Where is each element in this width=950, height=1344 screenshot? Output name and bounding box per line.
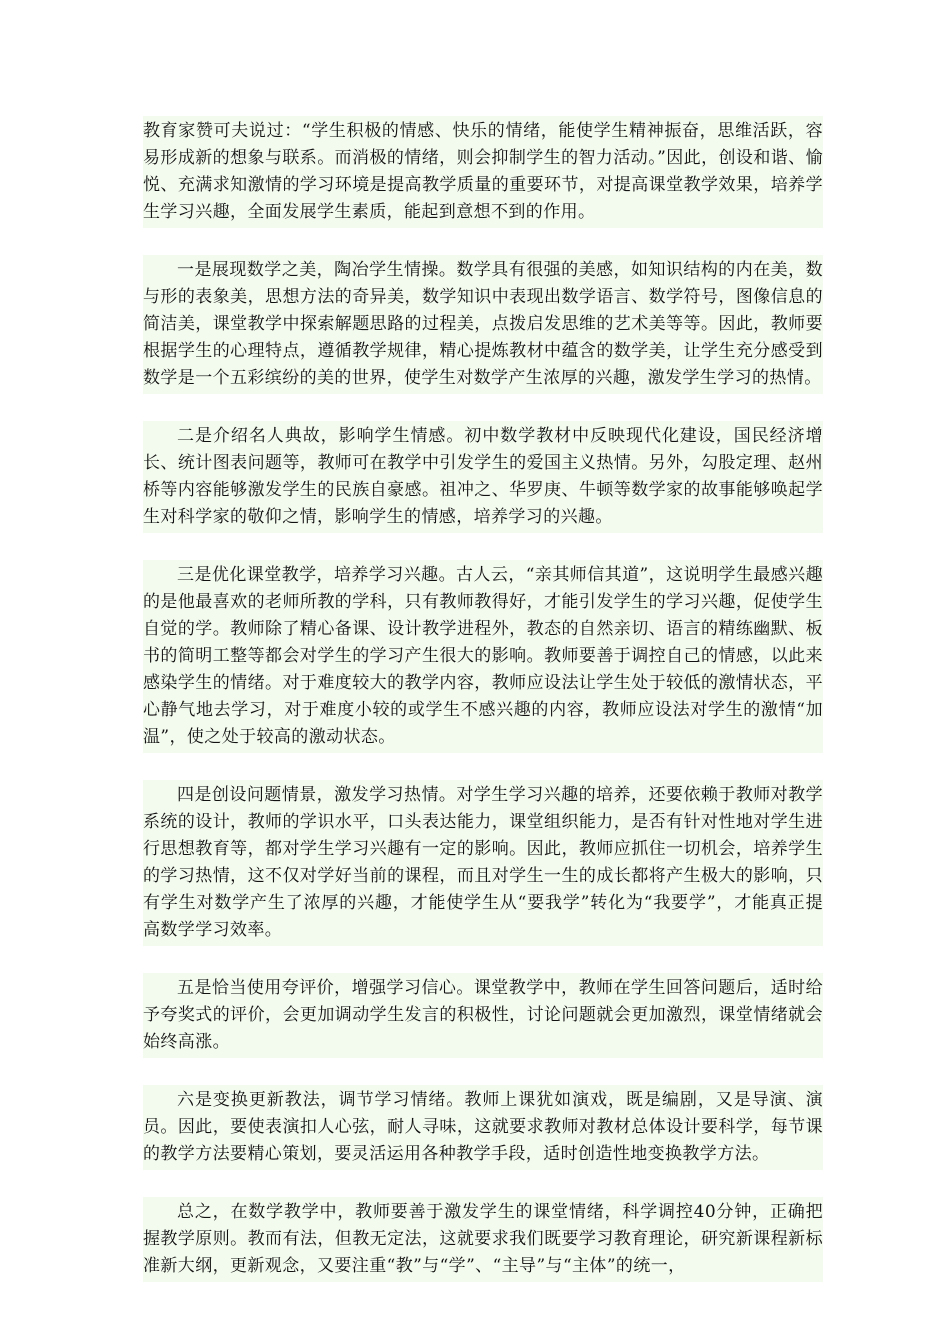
paragraph-change-methods: 六是变换更新教法，调节学习情绪。教师上课犹如演戏，既是编剧，又是导演、演员。因此，要使表演扣人心弦，耐人寻味，这就要求教师对教材总体设计要科学，每节课的教学方法要精心策划，要灵活运用各种教学手段，适时创造性地变换教学方法。 xyxy=(143,1085,823,1170)
paragraph-famous-stories: 二是介绍名人典故，影响学生情感。初中数学教材中反映现代化建设，国民经济增长、统计图表问题等，教师可在教学中引发学生的爱国主义热情。另外，勾股定理、赵州桥等内容能够激发学生的民族自豪感。祖冲之、华罗庚、牛顿等数学家的故事能够唤起学生对科学家的敬仰之情，影响学生的情感，培养学习的兴趣。 xyxy=(143,421,823,533)
paragraph-praise-evaluation: 五是恰当使用夸评价，增强学习信心。课堂教学中，教师在学生回答问题后，适时给予夸奖式的评价，会更加调动学生发言的积极性，讨论问题就会更加激烈，课堂情绪就会始终高涨。 xyxy=(143,973,823,1058)
document-body xyxy=(143,116,823,1282)
paragraph-problem-scenario: 四是创设问题情景，激发学习热情。对学生学习兴趣的培养，还要依赖于教师对教学系统的设计，教师的学识水平，口头表达能力，课堂组织能力，是否有针对性地对学生进行思想教育等，都对学生学习兴趣有一定的影响。因此，教师应抓住一切机会，培养学生的学习热情，这不仅对学好当前的课程，而且对学生一生的成长都将产生极大的影响，只有学生对数学产生了浓厚的兴趣，才能使学生从“要我学”转化为“我要学”，才能真正提高数学学习效率。 xyxy=(143,780,823,946)
paragraph-intro: 教育家赞可夫说过：“学生积极的情感、快乐的情绪，能使学生精神振奋，思维活跃，容易形成新的想象与联系。而消极的情绪，则会抑制学生的智力活动。”因此，创设和谐、愉悦、充满求知激情的学习环境是提高教学质量的重要环节，对提高课堂教学效果，培养学生学习兴趣，全面发展学生素质，能起到意想不到的作用。 xyxy=(143,116,823,228)
paragraph-optimize-teaching: 三是优化课堂教学，培养学习兴趣。古人云，“亲其师信其道”，这说明学生最感兴趣的是他最喜欢的老师所教的学科，只有教师教得好，才能引发学生的学习兴趣，促使学生自觉的学。教师除了精心备课、设计教学进程外，教态的自然亲切、语言的精练幽默、板书的简明工整等都会对学生的学习产生很大的影响。教师要善于调控自己的情感，以此来感染学生的情绪。对于难度较大的教学内容，教师应设法让学生处于较低的激情状态，平心静气地去学习，对于难度小较的或学生不感兴趣的内容，教师应设法对学生的激情“加温”，使之处于较高的激动状态。 xyxy=(143,560,823,753)
paragraph-conclusion: 总之，在数学教学中，教师要善于激发学生的课堂情绪，科学调控40分钟，正确把握教学原则。教而有法，但教无定法，这就要求我们既要学习教育理论，研究新课程新标准新大纲，更新观念，又要注重“教”与“学”、“主导”与“主体”的统一， xyxy=(143,1197,823,1282)
paragraph-math-beauty: 一是展现数学之美，陶冶学生情操。数学具有很强的美感，如知识结构的内在美，数与形的表象美，思想方法的奇异美，数学知识中表现出数学语言、数学符号，图像信息的简洁美，课堂教学中探索解题思路的过程美，点拨启发思维的艺术美等等。因此，教师要根据学生的心理特点，遵循教学规律，精心提炼教材中蕴含的数学美，让学生充分感受到数学是一个五彩缤纷的美的世界，使学生对数学产生浓厚的兴趣，激发学生学习的热情。 xyxy=(143,255,823,394)
